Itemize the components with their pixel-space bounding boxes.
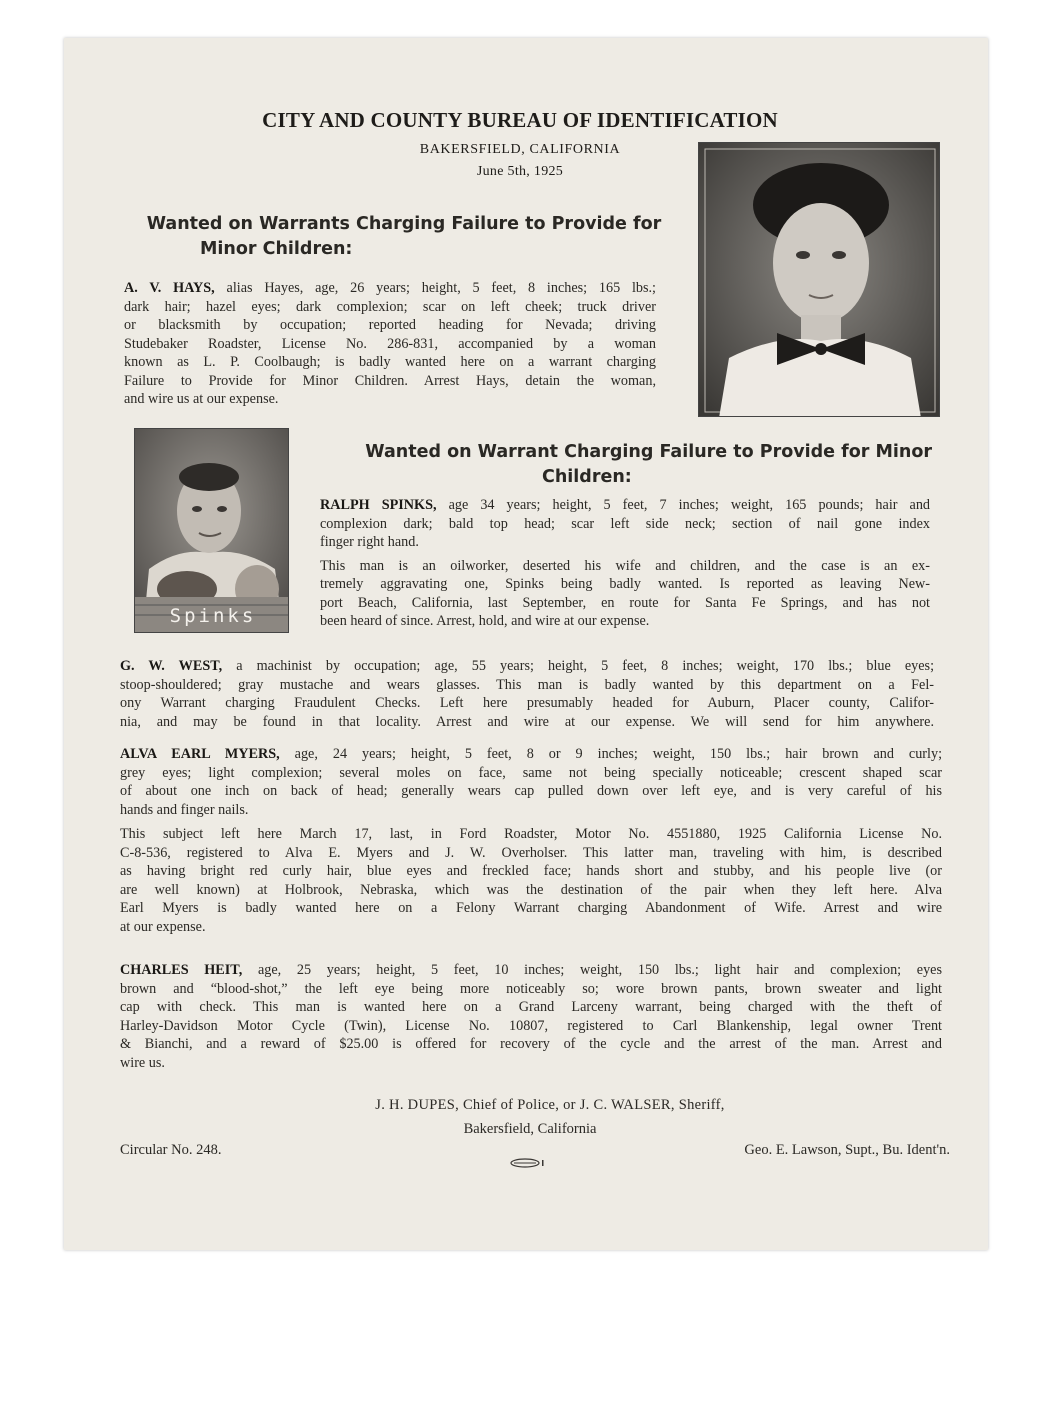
myers-line: Earl Myers is badly wanted here on a Felony Warrant charging Abandonment of Wife. Arrest and wire (120, 900, 942, 916)
west-description (120, 657, 934, 731)
spinks-line: complexion dark; bald top head; scar left side neck; section of nail gone index (320, 515, 930, 532)
union-printer-mark (508, 1157, 548, 1169)
hays-line: known as L. P. Coolbaugh; is badly wanted here on a warrant charging (124, 354, 656, 370)
hays-line: Studebaker Roadster, License No. 286-831, accompanied by a woman (124, 335, 656, 352)
hays-description (124, 279, 656, 409)
heit-line: cap with check. This man is wanted here on a Grand Larceny warrant, being charged with the theft of (120, 999, 942, 1015)
myers-line: as having bright red curly hair, blue eyes and freckled face; hands short and stubby, and his people live (or (120, 863, 942, 879)
spinks-photo (134, 428, 289, 633)
footer-officials: J. H. DUPES, Chief of Police, or J. C. WALSER, Sheriff, (375, 1097, 725, 1113)
hays-name: A. V. HAYS, (124, 280, 215, 296)
heit-line: & Bianchi, and a reward of $25.00 is offered for recovery of the cycle and the arrest of the man. Arrest and (120, 1036, 942, 1052)
hays-heading-line1: Wanted on Warrants Charging Failure to Provide for (146, 214, 662, 234)
myers-line: hands and finger nails. (120, 801, 249, 818)
superintendent-signature: Geo. E. Lawson, Supt., Bu. Ident'n. (744, 1142, 950, 1158)
heit-description (120, 961, 942, 1072)
hays-line: or blacksmith by occupation; reported heading for Nevada; driving (124, 317, 656, 333)
heit-line: brown and “blood-shot,” the left eye being more noticeably so; wore brown pants, brown sweater and light (120, 980, 942, 997)
myers-line: at our expense. (120, 918, 206, 935)
hays-photo (698, 142, 940, 417)
footer-city: Bakersfield, California (463, 1121, 597, 1137)
spinks-heading-line1: Wanted on Warrant Charging Failure to Provide for Minor (365, 442, 932, 462)
heit-name: CHARLES HEIT, (120, 962, 243, 978)
hays-line: dark hair; hazel eyes; dark complexion; scar on left cheek; truck driver (124, 298, 656, 315)
west-line: stoop-shouldered; gray mustache and wears glasses. This man is badly wanted by this department on a Fel- (120, 676, 934, 693)
heit-line: age, 25 years; height, 5 feet, 10 inches; weight, 150 lbs.; light hair and complexion; eyes (257, 962, 942, 978)
hays-heading-line2: Minor Children: (200, 239, 353, 259)
spinks-description (320, 496, 930, 631)
hays-line: Failure to Provide for Minor Children. Arrest Hays, detain the woman, (124, 372, 656, 389)
bureau-location: BAKERSFIELD, CALIFORNIA (419, 142, 621, 157)
spinks-line: tremely aggravating one, Spinks being badly wanted. Is reported as leaving New- (320, 576, 930, 592)
spinks-heading (320, 440, 932, 490)
circular-date: June 5th, 1925 (476, 164, 564, 179)
west-line: ony Warrant charging Fraudulent Checks. Left here presumably headed for Auburn, Placer county, Califor- (120, 695, 934, 711)
spinks-name: RALPH SPINKS, (320, 497, 437, 513)
spinks-line: been heard of since. Arrest, hold, and wire at our expense. (320, 613, 650, 629)
hays-heading (124, 212, 684, 262)
heit-line: wire us. (120, 1054, 165, 1071)
west-line: a machinist by occupation; age, 55 years; height, 5 feet, 8 inches; weight, 170 lbs.; blue eyes; (236, 658, 935, 674)
bureau-title: CITY AND COUNTY BUREAU OF IDENTIFICATION (262, 108, 778, 132)
myers-line: are well known) at Holbrook, Nebraska, which was the destination of the pair when they left here. Alva (120, 881, 942, 898)
spinks-line: finger right hand. (320, 534, 419, 550)
spinks-photo-label: Spinks (169, 605, 257, 627)
myers-line: of about one inch on back of head; generally wears cap pulled down over left eye, and is very careful of his (120, 783, 942, 799)
myers-line: age, 24 years; height, 5 feet, 8 or 9 inches; weight, 150 lbs.; hair brown and curly; (294, 746, 943, 762)
heit-line: Harley-Davidson Motor Cycle (Twin), License No. 10807, registered to Carl Blankenship, legal owner Trent (120, 1017, 942, 1034)
west-name: G. W. WEST, (120, 658, 223, 674)
spinks-photo-image (135, 429, 288, 632)
myers-line: This subject left here March 17, last, in Ford Roadster, Motor No. 4551880, 1925 California License No. (120, 826, 942, 842)
myers-description (120, 745, 942, 936)
myers-line: C-8-536, registered to Alva E. Myers and J. W. Overholser. This latter man, traveling with him, is described (120, 844, 942, 861)
hays-line: and wire us at our expense. (124, 391, 279, 407)
myers-name: ALVA EARL MYERS, (120, 746, 280, 762)
spinks-line: age 34 years; height, 5 feet, 7 inches; weight, 165 pounds; hair and (448, 497, 931, 513)
spinks-line: This man is an oilworker, deserted his wife and children, and the case is an ex- (320, 557, 930, 574)
hays-line: alias Hayes, age, 26 years; height, 5 feet, 8 inches; 165 lbs.; (226, 280, 656, 296)
circular-number: Circular No. 248. (120, 1142, 222, 1158)
myers-line: grey eyes; light complexion; several moles on face, same not being specially noticeable; crescent shaped scar (120, 764, 942, 781)
west-line: nia, and may be found in that locality. Arrest and wire at our expense. We will send for him anywhere. (120, 713, 934, 730)
spinks-heading-line2: Children: (542, 467, 632, 487)
spinks-line: port Beach, California, last September, en route for Santa Fe Springs, and has not (320, 594, 930, 611)
